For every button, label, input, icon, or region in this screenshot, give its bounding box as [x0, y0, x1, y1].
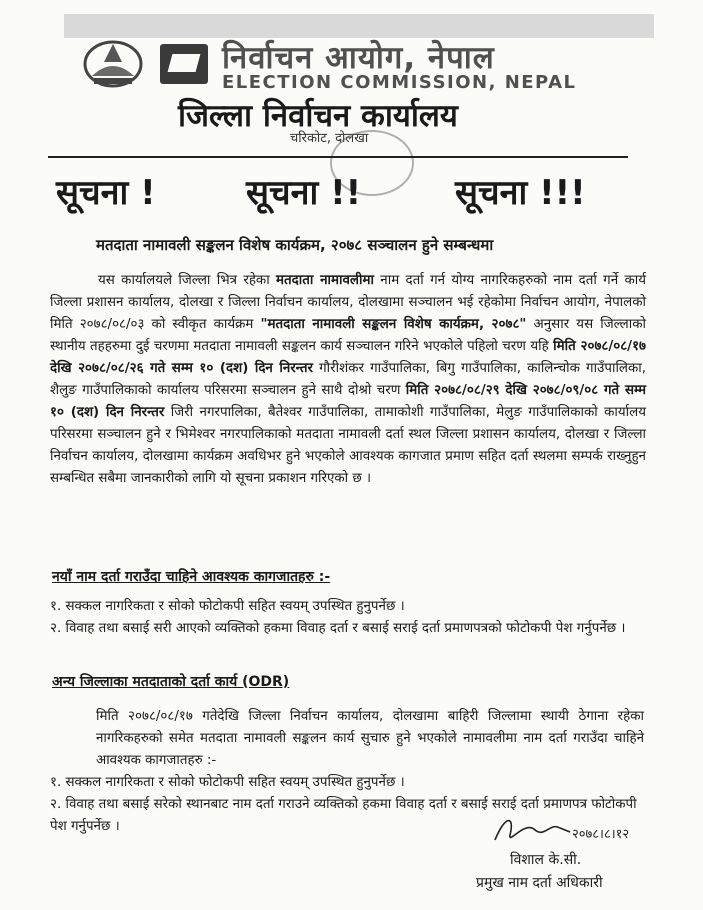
office-location: चरिकोट, दोलखा: [290, 131, 369, 146]
header-divider: [48, 156, 628, 158]
signer-designation: प्रमुख नाम दर्ता अधिकारी: [476, 875, 603, 891]
header-band: [64, 14, 654, 38]
section2-heading: अन्य जिल्लाका मतदाताको दर्ता कार्य (ODR): [52, 674, 290, 690]
notice-heading-3: सूचना !!!: [455, 173, 586, 213]
section2-item-2: २. विवाह तथा बसाई सरेको स्थानबाट नाम दर्ता गराउने व्यक्तिको हकमा विवाह दर्ता र बसाई सराई दर्ता प्रमाणपत्र फोटोकपी पेश गर्नुपर्नेछ ।: [50, 797, 637, 834]
signer-name: विशाल के.सी.: [510, 852, 582, 868]
org-name-nepali: निर्वाचन आयोग, नेपाल: [222, 40, 495, 76]
section1-item-2: २. विवाह तथा बसाई सरी आएको व्यक्तिको हकमा विवाह दर्ता र बसाई सराई दर्ता प्रमाणपत्रको फोटोकपी पेश गर्नुपर्नेछ ।: [50, 621, 626, 636]
subject-line: मतदाता नामावली सङ्कलन विशेष कार्यक्रम, २०७८ सञ्चालन हुने सम्बन्धमा: [96, 236, 494, 254]
section2-item-1: १. सक्कल नागरिकता र सोको फोटोकपी सहित स्वयम् उपस्थित हुनुपर्नेछ ।: [50, 775, 405, 790]
org-name-english: ELECTION COMMISSION, NEPAL: [222, 72, 577, 93]
section2-paragraph: मिति २०७८/०८/१७ गतेदेखि जिल्ला निर्वाचन कार्यालय, दोलखामा बाहिरी जिल्लामा स्थायी ठेगाना रहेका नागरिकहरुको समेत मतदाता नामावली सङ्कलन कार्य सुचारु हुने भएकोले नामावलीमा नाम दर्ता गराउँदा चाहिने आवश्यक कागजातहरु :-: [96, 709, 644, 768]
notice-heading-1: सूचना !: [56, 173, 156, 213]
main-paragraph: यस कार्यालयले जिल्ला भित्र रहेका मतदाता नामावलीमा नाम दर्ता गर्न योग्य नागरिकहरुको नाम दर्ता गर्ने कार्य जिल्ला प्रशासन कार्यालय, दोलखा र जिल्ला निर्वाचन कार्यालय, दोलखामा सञ्चालन भई रहेकोमा निर्वाचन आयोग, नेपालको मिति २०७८/०८/०३ को स्वीकृत कार्यक्रम "मतदाता नामावली सङ्कलन विशेष कार्यक्रम, २०७८" अनुसार यस जिल्लाको स्थानीय तहहरुमा दुई चरणमा मतदाता नामावली सङ्कलन कार्य सञ्चालन गरिने भएकोले पहिलो चरण यहि मिति २०७८/०८/१७ देखि २०७८/०८/२६ गते सम्म १० (दश) दिन निरन्तर गौरीशंकर गाउँपालिका, बिगु गाउँपालिका, कालिन्चोक गाउँपालिका, शैलुङ गाउँपालिकाको कार्यालय परिसरमा सञ्चालन हुने साथै दोश्रो चरण मिति २०७८/०८/२९ देखि २०७८/०९/०८ गते सम्म १० (दश) दिन निरन्तर जिरी नगरपालिका, बैतेश्वर गाउँपालिका, तामाकोशी गाउँपालिका, मेलुङ गाउँपालिकाको कार्यालय परिसरमा सञ्चालन हुने र भिमेश्वर नगरपालिकाको मतदाता नामावली दर्ता स्थल जिल्ला प्रशासन कार्यालय, दोलखा र जिल्ला निर्वाचन कार्यालय, दोलखामा कार्यक्रम अवधिभर हुने भएकोले आवश्यक कागजात प्रमाण सहित दर्ता स्थलमा सम्पर्क राख्नुहुन सम्बन्धित सबैमा जानकारीको लागि यो सूचना प्रकाशन गरिएको छ ।: [50, 273, 647, 486]
ballot-box-icon: [160, 44, 208, 84]
office-title: जिल्ला निर्वाचन कार्यालय: [178, 98, 458, 134]
section1-heading: नयाँ नाम दर्ता गराउँदा चाहिने आवश्यक कागजातहरु :-: [52, 569, 331, 585]
section1-item-1: १. सक्कल नागरिकता र सोको फोटोकपी सहित स्वयम् उपस्थित हुनुपर्नेछ ।: [50, 599, 405, 614]
signature-date: २०७८।८।१२: [572, 827, 630, 842]
notice-heading-2: सूचना !!: [246, 173, 362, 213]
handwritten-signature: [490, 810, 640, 850]
nepal-emblem-logo: [80, 36, 146, 90]
